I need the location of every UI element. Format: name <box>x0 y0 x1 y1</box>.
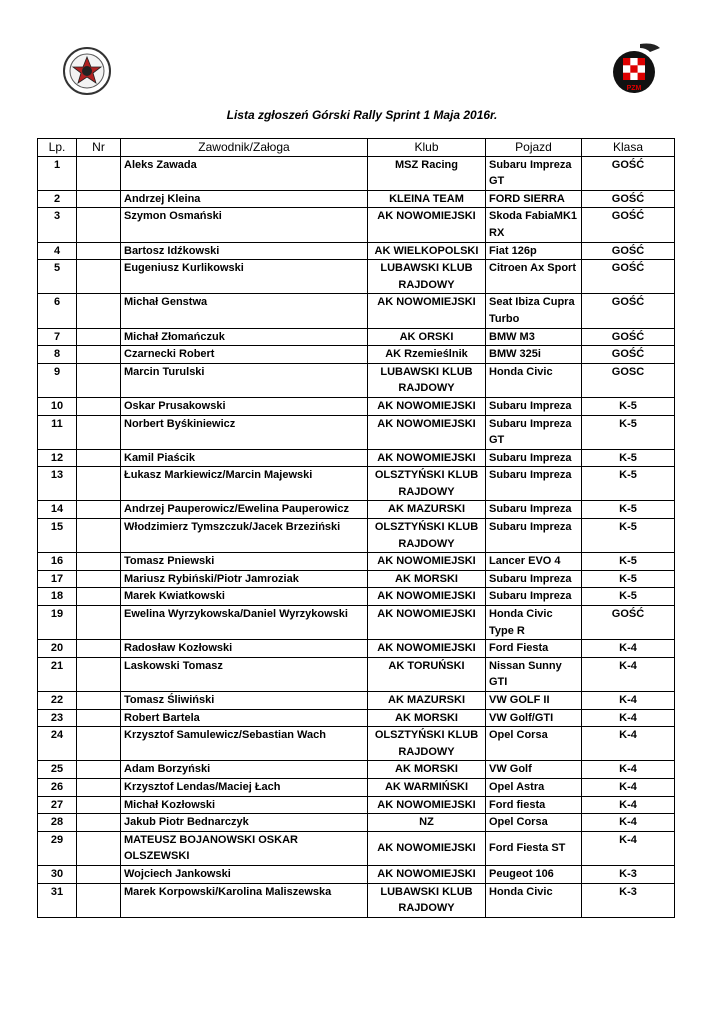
cell-lp: 18 <box>38 588 77 606</box>
cell-nr <box>77 553 121 571</box>
cell-klasa: GOŚĆ <box>582 208 675 242</box>
cell-pojazd: Subaru Impreza <box>486 397 582 415</box>
cell-nr <box>77 260 121 294</box>
cell-nr <box>77 346 121 364</box>
cell-pojazd: FORD SIERRA <box>486 190 582 208</box>
table-row <box>38 883 675 917</box>
cell-lp: 10 <box>38 397 77 415</box>
cell-klasa: K-4 <box>582 761 675 779</box>
table-row <box>38 814 675 832</box>
cell-lp: 29 <box>38 831 77 865</box>
cell-pojazd: Subaru Impreza <box>486 467 582 501</box>
cell-klub: MSZ Racing <box>368 156 486 190</box>
cell-klub: AK MAZURSKI <box>368 501 486 519</box>
cell-pojazd: Opel Astra <box>486 778 582 796</box>
cell-klasa: K-5 <box>582 415 675 449</box>
cell-zawodnik: Mariusz Rybiński/Piotr Jamroziak <box>121 570 368 588</box>
cell-klasa: GOSC <box>582 363 675 397</box>
cell-klub: LUBAWSKI KLUB RAJDOWY <box>368 363 486 397</box>
cell-zawodnik: Tomasz Pniewski <box>121 553 368 571</box>
cell-zawodnik: Jakub Piotr Bednarczyk <box>121 814 368 832</box>
cell-klub: NZ <box>368 814 486 832</box>
cell-klub: AK NOWOMIEJSKI <box>368 831 486 865</box>
cell-lp: 22 <box>38 692 77 710</box>
cell-klub: AK NOWOMIEJSKI <box>368 796 486 814</box>
cell-pojazd: Subaru Impreza <box>486 519 582 553</box>
cell-zawodnik: Aleks Zawada <box>121 156 368 190</box>
table-row <box>38 519 675 553</box>
table-row <box>38 346 675 364</box>
cell-pojazd: Nissan Sunny GTI <box>486 657 582 691</box>
cell-nr <box>77 657 121 691</box>
cell-nr <box>77 865 121 883</box>
cell-klub: LUBAWSKI KLUB RAJDOWY <box>368 883 486 917</box>
cell-zawodnik: Krzysztof Lendas/Maciej Łach <box>121 778 368 796</box>
entry-list-table <box>37 138 675 918</box>
table-row <box>38 796 675 814</box>
table-row <box>38 328 675 346</box>
cell-pojazd: Peugeot 106 <box>486 865 582 883</box>
cell-pojazd: Fiat 126p <box>486 242 582 260</box>
cell-nr <box>77 397 121 415</box>
cell-nr <box>77 501 121 519</box>
table-row <box>38 692 675 710</box>
cell-pojazd: BMW M3 <box>486 328 582 346</box>
table-row <box>38 501 675 519</box>
cell-klasa: K-5 <box>582 588 675 606</box>
table-row <box>38 831 675 865</box>
cell-pojazd: Subaru Impreza GT <box>486 415 582 449</box>
cell-nr <box>77 640 121 658</box>
table-row <box>38 415 675 449</box>
cell-klub: AK WARMIŃSKI <box>368 778 486 796</box>
cell-pojazd: Lancer EVO 4 <box>486 553 582 571</box>
cell-lp: 25 <box>38 761 77 779</box>
cell-lp: 6 <box>38 294 77 328</box>
cell-zawodnik: Michał Kozłowski <box>121 796 368 814</box>
cell-lp: 16 <box>38 553 77 571</box>
cell-lp: 19 <box>38 606 77 640</box>
cell-klasa: K-4 <box>582 640 675 658</box>
cell-lp: 27 <box>38 796 77 814</box>
cell-lp: 3 <box>38 208 77 242</box>
cell-nr <box>77 570 121 588</box>
cell-klasa: GOŚĆ <box>582 156 675 190</box>
cell-klasa: K-5 <box>582 519 675 553</box>
header-pojazd: Pojazd <box>486 139 582 157</box>
cell-lp: 21 <box>38 657 77 691</box>
cell-zawodnik: Wojciech Jankowski <box>121 865 368 883</box>
cell-pojazd: BMW 325i <box>486 346 582 364</box>
cell-nr <box>77 778 121 796</box>
cell-klub: AK ORSKI <box>368 328 486 346</box>
cell-zawodnik: Radosław Kozłowski <box>121 640 368 658</box>
cell-klub: AK WIELKOPOLSKI <box>368 242 486 260</box>
cell-klub: AK NOWOMIEJSKI <box>368 397 486 415</box>
cell-klasa: GOŚĆ <box>582 294 675 328</box>
cell-klasa: K-5 <box>582 449 675 467</box>
cell-nr <box>77 883 121 917</box>
cell-klub: AK NOWOMIEJSKI <box>368 294 486 328</box>
cell-klasa: K-4 <box>582 814 675 832</box>
cell-klasa: GOŚĆ <box>582 346 675 364</box>
table-row <box>38 570 675 588</box>
cell-klub: AK MAZURSKI <box>368 692 486 710</box>
cell-klub: AK Rzemieślnik <box>368 346 486 364</box>
cell-klub: AK NOWOMIEJSKI <box>368 449 486 467</box>
cell-nr <box>77 294 121 328</box>
cell-lp: 7 <box>38 328 77 346</box>
cell-klasa: GOŚĆ <box>582 260 675 294</box>
cell-lp: 30 <box>38 865 77 883</box>
cell-zawodnik: MATEUSZ BOJANOWSKI OSKAR OLSZEWSKI <box>121 831 368 865</box>
cell-nr <box>77 363 121 397</box>
cell-pojazd: VW Golf <box>486 761 582 779</box>
cell-zawodnik: Robert Bartela <box>121 709 368 727</box>
table-row <box>38 640 675 658</box>
cell-klub: OLSZTYŃSKI KLUB RAJDOWY <box>368 519 486 553</box>
cell-klasa: K-5 <box>582 501 675 519</box>
cell-lp: 23 <box>38 709 77 727</box>
cell-zawodnik: Ewelina Wyrzykowska/Daniel Wyrzykowski <box>121 606 368 640</box>
cell-klasa: GOŚĆ <box>582 190 675 208</box>
header-nr: Nr <box>77 139 121 157</box>
header-klub: Klub <box>368 139 486 157</box>
cell-klasa: K-5 <box>582 570 675 588</box>
cell-klasa: K-5 <box>582 467 675 501</box>
header-lp: Lp. <box>38 139 77 157</box>
cell-lp: 5 <box>38 260 77 294</box>
header-klasa: Klasa <box>582 139 675 157</box>
cell-nr <box>77 519 121 553</box>
table-row <box>38 397 675 415</box>
cell-zawodnik: Kamil Piaścik <box>121 449 368 467</box>
table-row <box>38 761 675 779</box>
cell-zawodnik: Czarnecki Robert <box>121 346 368 364</box>
cell-pojazd: Subaru Impreza <box>486 449 582 467</box>
cell-lp: 20 <box>38 640 77 658</box>
cell-klasa: GOŚĆ <box>582 328 675 346</box>
cell-klub: LUBAWSKI KLUB RAJDOWY <box>368 260 486 294</box>
cell-zawodnik: Szymon Osmański <box>121 208 368 242</box>
cell-klub: KLEINA TEAM <box>368 190 486 208</box>
cell-klub: AK MORSKI <box>368 709 486 727</box>
cell-zawodnik: Michał Złomańczuk <box>121 328 368 346</box>
cell-nr <box>77 467 121 501</box>
cell-lp: 24 <box>38 727 77 761</box>
cell-zawodnik: Marcin Turulski <box>121 363 368 397</box>
table-row <box>38 657 675 691</box>
cell-klub: AK NOWOMIEJSKI <box>368 606 486 640</box>
cell-klasa: K-4 <box>582 692 675 710</box>
cell-klub: OLSZTYŃSKI KLUB RAJDOWY <box>368 467 486 501</box>
table-row <box>38 467 675 501</box>
table-row <box>38 865 675 883</box>
cell-zawodnik: Norbert Byśkiniewicz <box>121 415 368 449</box>
cell-lp: 14 <box>38 501 77 519</box>
table-row <box>38 778 675 796</box>
cell-lp: 15 <box>38 519 77 553</box>
cell-nr <box>77 449 121 467</box>
table-row <box>38 449 675 467</box>
cell-klub: AK NOWOMIEJSKI <box>368 553 486 571</box>
cell-nr <box>77 727 121 761</box>
cell-zawodnik: Laskowski Tomasz <box>121 657 368 691</box>
table-row <box>38 242 675 260</box>
cell-nr <box>77 156 121 190</box>
cell-klasa: K-5 <box>582 397 675 415</box>
cell-lp: 17 <box>38 570 77 588</box>
pzm-logo-icon <box>610 40 662 98</box>
table-row <box>38 294 675 328</box>
page-title: Lista zgłoszeń Górski Rally Sprint 1 Maja 2016r. <box>226 108 498 122</box>
cell-klasa: K-4 <box>582 657 675 691</box>
cell-nr <box>77 692 121 710</box>
cell-pojazd: Subaru Impreza <box>486 570 582 588</box>
table-row <box>38 208 675 242</box>
cell-klub: AK NOWOMIEJSKI <box>368 640 486 658</box>
cell-klasa: K-4 <box>582 709 675 727</box>
cell-pojazd: Seat Ibiza Cupra Turbo <box>486 294 582 328</box>
cell-klasa: K-3 <box>582 865 675 883</box>
cell-klub: AK NOWOMIEJSKI <box>368 415 486 449</box>
cell-lp: 8 <box>38 346 77 364</box>
cell-nr <box>77 415 121 449</box>
cell-lp: 31 <box>38 883 77 917</box>
cell-zawodnik: Włodzimierz Tymszczuk/Jacek Brzeziński <box>121 519 368 553</box>
cell-klub: AK TORUŃSKI <box>368 657 486 691</box>
cell-pojazd: Honda Civic <box>486 883 582 917</box>
cell-zawodnik: Łukasz Markiewicz/Marcin Majewski <box>121 467 368 501</box>
cell-nr <box>77 242 121 260</box>
cell-pojazd: Honda Civic Type R <box>486 606 582 640</box>
cell-nr <box>77 814 121 832</box>
cell-nr <box>77 588 121 606</box>
cell-klasa: K-4 <box>582 727 675 761</box>
cell-pojazd: VW Golf/GTI <box>486 709 582 727</box>
header-zawodnik: Zawodnik/Załoga <box>121 139 368 157</box>
cell-lp: 9 <box>38 363 77 397</box>
cell-lp: 4 <box>38 242 77 260</box>
cell-zawodnik: Michał Genstwa <box>121 294 368 328</box>
table-row <box>38 260 675 294</box>
cell-klasa: K-4 <box>582 796 675 814</box>
club-emblem-icon <box>62 46 112 96</box>
cell-nr <box>77 761 121 779</box>
cell-pojazd: Ford Fiesta ST <box>486 831 582 865</box>
cell-zawodnik: Krzysztof Samulewicz/Sebastian Wach <box>121 727 368 761</box>
cell-klasa: K-5 <box>582 553 675 571</box>
cell-pojazd: Opel Corsa <box>486 814 582 832</box>
cell-zawodnik: Marek Kwiatkowski <box>121 588 368 606</box>
cell-lp: 11 <box>38 415 77 449</box>
table-row <box>38 190 675 208</box>
cell-nr <box>77 208 121 242</box>
cell-klasa: GOŚĆ <box>582 606 675 640</box>
cell-klasa: K-4 <box>582 831 675 865</box>
cell-pojazd: Ford fiesta <box>486 796 582 814</box>
cell-pojazd: Opel Corsa <box>486 727 582 761</box>
cell-zawodnik: Bartosz Idźkowski <box>121 242 368 260</box>
table-row <box>38 553 675 571</box>
cell-pojazd: VW GOLF II <box>486 692 582 710</box>
table-row <box>38 727 675 761</box>
cell-klub: AK NOWOMIEJSKI <box>368 208 486 242</box>
cell-pojazd: Citroen Ax Sport <box>486 260 582 294</box>
cell-nr <box>77 328 121 346</box>
cell-lp: 13 <box>38 467 77 501</box>
cell-pojazd: Subaru Impreza GT <box>486 156 582 190</box>
table-row <box>38 156 675 190</box>
cell-zawodnik: Andrzej Pauperowicz/Ewelina Pauperowicz <box>121 501 368 519</box>
cell-klasa: K-4 <box>582 778 675 796</box>
cell-klub: AK NOWOMIEJSKI <box>368 865 486 883</box>
cell-zawodnik: Tomasz Śliwiński <box>121 692 368 710</box>
table-row <box>38 363 675 397</box>
cell-pojazd: Subaru Impreza <box>486 588 582 606</box>
table-row <box>38 606 675 640</box>
cell-klub: AK MORSKI <box>368 570 486 588</box>
cell-pojazd: Subaru Impreza <box>486 501 582 519</box>
cell-klub: OLSZTYŃSKI KLUB RAJDOWY <box>368 727 486 761</box>
cell-zawodnik: Andrzej Kleina <box>121 190 368 208</box>
cell-lp: 2 <box>38 190 77 208</box>
cell-klasa: K-3 <box>582 883 675 917</box>
cell-pojazd: Skoda FabiaMK1 RX <box>486 208 582 242</box>
table-row <box>38 588 675 606</box>
cell-zawodnik: Marek Korpowski/Karolina Maliszewska <box>121 883 368 917</box>
cell-klub: AK NOWOMIEJSKI <box>368 588 486 606</box>
table-row <box>38 709 675 727</box>
cell-zawodnik: Eugeniusz Kurlikowski <box>121 260 368 294</box>
cell-zawodnik: Oskar Prusakowski <box>121 397 368 415</box>
cell-lp: 12 <box>38 449 77 467</box>
cell-klasa: GOŚĆ <box>582 242 675 260</box>
cell-nr <box>77 190 121 208</box>
cell-pojazd: Ford Fiesta <box>486 640 582 658</box>
cell-lp: 28 <box>38 814 77 832</box>
table-header-row <box>38 139 675 157</box>
cell-klub: AK MORSKI <box>368 761 486 779</box>
cell-zawodnik: Adam Borzyński <box>121 761 368 779</box>
cell-nr <box>77 709 121 727</box>
cell-nr <box>77 831 121 865</box>
cell-nr <box>77 796 121 814</box>
cell-lp: 26 <box>38 778 77 796</box>
pzm-logo-text: PZM <box>626 85 642 92</box>
cell-nr <box>77 606 121 640</box>
cell-lp: 1 <box>38 156 77 190</box>
cell-pojazd: Honda Civic <box>486 363 582 397</box>
